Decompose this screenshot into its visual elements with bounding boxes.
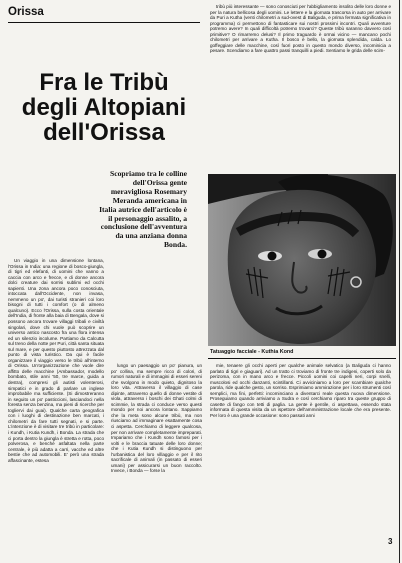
body-column-2: lungo un paesaggio un po' pianura, un po' collina, ma sempre ricco di colori, di rumori naturali e di immagini di esseri sereni che svolgono in modo quieto, dignitoso la loro vita. Attraverso il villaggio di case dipinte, attraverso quello di donne vestite di viola, attraverso i boschi dei Ghati colmi di scimmie, la strada ci conduce verso questi mondo per noi ancora lontano. Sappiamo che la meta sono alcune tribù, ma non riusciamo ad immaginare esattamente cosa ci aspetta. Cerchiamo di leggere qualcosa, per non arrivare completamente impreparati. Impariamo che i Kundh sono famosi per i volti e le braccia tatuate delle loro donne; che i Kutia Kundh si distinguono per l'urbanistica del loro villaggio e per il rito sacrificale di animali (in passato di esseri umani) per assicurarsi un buon raccolto. Invece, i Bonda — forse la — [111, 363, 202, 474]
portrait-photo — [208, 174, 396, 346]
tattooed-woman-image — [208, 174, 396, 346]
body-column-3-top: tribù più interessante — sono conosciuti per l'abbigliamento insolito delle loro donne e per la natura bellicosa degli uomini. Le lettere e la giornata trascorsa in auto per arrivare da Puri a Kutha (venti chilometri a sud-ovest di Baliguda, e prima fermata significativa in programma) ci permettono di fantasticare sui nostri prossimi incontri. Quali avventure potremo avere? In quali difficoltà potremo trovarci? Queste tribù saranno davvero così primitive? O rimarremo delusi? Il primo traguardo è ormai vicino — mancano pochi chilometri per arrivare a Kutha. Il bosco è bello, la giornata splendida, calda. Lo goffeggiare delle macchine, così fuori posto in questo mondo diverso, incominicia a pesare. Scendiamo a fare quattro passi tranquilli a piedi. Sentiamo le grida delle scim- — [210, 4, 391, 54]
body-column-3-bottom: mie, tenaere gli occhi aperti per qualche animale selvatico (a Baliguda ci hanno parlato di tigri e giaguari). Ad un tratto ci troviamo di fronte tre indigeni, coperti solo da perizoma, con in mano arco e frecce. Piccoli uomini coi capelli neri, corpi snelli, muscolosi ed occhi danzanti, scintillanti. Ci avviciniamo a loro per scambiare qualche parola, ride qualche gesto, un sorriso. Esprimiamo ammirazione per i loro strumenti così semplici, ma fini, perfetti: incominciano a diventarci reale questa nuova dimensione. Proseguiamo quando arriviamo a Sudra e così cerchiamo riparo tra queste gruppo di casette di fango con tetti di paglia. La gente è gentile, ci aspettava, essendo stata informata di questa visita da un ispettore dell'amministrazione locale che era presente. Per loro è una grande occasione: sono passati anni — [210, 363, 391, 418]
header-rule — [8, 22, 200, 23]
caption-rule — [208, 358, 396, 359]
section-label: Orissa — [8, 6, 44, 18]
standfirst: Scopriamo tra le colline dell'Orissa gente meravigliosa Rosemary Meranda americana in Italia autrice dell'articolo è il personaggio assalito, a conclusione dell'avventura da una anziana donna Bonda. — [99, 169, 187, 250]
headline-line: dell'Orissa — [43, 119, 165, 146]
headline — [10, 70, 198, 145]
photo-caption: Tatuaggio facciale - Kuthia Kond — [210, 349, 294, 355]
headline-line: degli Altopiani — [21, 94, 187, 121]
body-column-1: Un viaggio in una dimensione lontana, l'Orissa in India: una regione di bosco-giungla, di tigri ed elefanti, di uomini che vanno a caccia con arco e frecce, e di donne ancora dolci creature dai sorrisi sublimi ed occhi sapienti. Una zona ancora poco conosciuta, intoccata dall'Occidente, non invasa, nemmeno un po', dai turisti stranieri coi loro bisogni di tutti i comfort (o di almeno qualcuno). Ecco l'Orissa, sulla costa orientale dell'India, di fronte alla baia di Bengala, dove si possono ancora trovare villaggi tribali e civiltà singolari, dove chi vuole può scoprire un universo antico nascosto fra una flora intensa ed un silenzio incolume. Partiamo da Calcutta sul treno della notte per Puri, città santa situata sul mare, e per questo piuttosto attrezzata dal punto di vista turistico. Da qui è facile organizzare il viaggio verso le tribù all'interno di Orissa. Un'organizzazione che vuole dire affitto delle macchine (Ambassador, modello bombato, stile anni '50, tre marce, guida a destra), compresi gli autisti volenterosi, simpatici e in grado di parlare un inglese improbabile ma sufficiente. (Si dimostreranno in seguito un po' pasticcioni, lasciandoci nella foresta senza benzina, ma pieni di ricerche per togliervi dai guai). Qualche carta geografica con i luoghi di destinazione ben marcati, i chilometri da fare tutti segnati, e si parte. L'intenzione è di visitare tre tribù in particolare: i Kundh, i Kutia Kundh, i Bonda. La strada che ci porta dentro la giungla è stretta e rotta, poco polverosa, e benché asfaltata nella parte centrale, è più adatta a carri, vacche ed altre bestie che ad automobili. E' però una strada affascinante, estesa — [8, 258, 104, 463]
page-edge — [399, 0, 400, 563]
page-number: 3 — [388, 537, 393, 546]
headline-line: Fra le Tribù — [39, 69, 169, 96]
